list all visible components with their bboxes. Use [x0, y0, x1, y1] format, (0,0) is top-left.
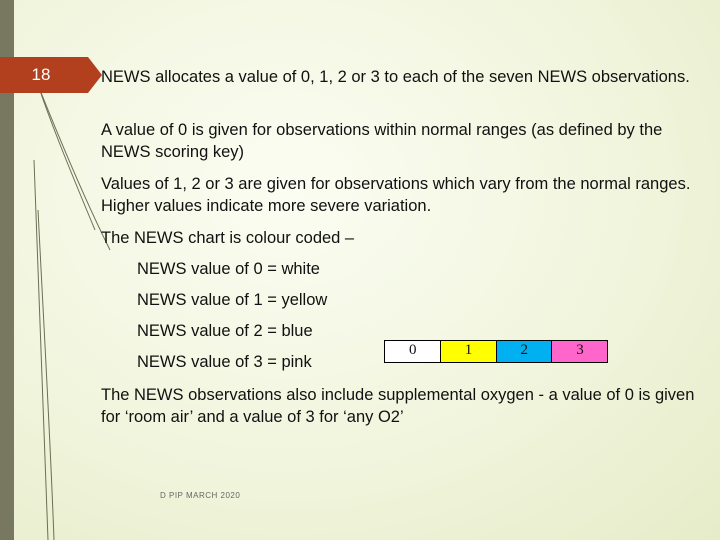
footer-text: D PIP MARCH 2020 [160, 491, 241, 500]
colour-scale [384, 340, 608, 363]
scale-cell-0: 0 [385, 341, 441, 362]
scale-cell-2: 2 [497, 341, 553, 362]
slide-number: 18 [0, 57, 88, 93]
paragraph-values-nonzero: Values of 1, 2 or 3 are given for observations which vary from the normal ranges. Higher values indicate more severe variation. [101, 175, 691, 215]
scale-cell-3: 3 [552, 341, 607, 362]
scale-cell-1: 1 [441, 341, 497, 362]
paragraph-value-zero: A value of 0 is given for observations within normal ranges (as defined by the NEWS scoring key) [101, 121, 663, 161]
list-item-value-0: NEWS value of 0 = white [137, 260, 320, 278]
paragraph-news-allocation: NEWS allocates a value of 0, 1, 2 or 3 to each of the seven NEWS observations. [101, 68, 690, 86]
list-item-value-2: NEWS value of 2 = blue [137, 322, 313, 340]
paragraph-colour-coded: The NEWS chart is colour coded – [101, 229, 355, 247]
paragraph-supplemental-oxygen: The NEWS observations also include supplemental oxygen - a value of 0 is given for ‘room air’ and a value of 3 for ‘any O2’ [101, 386, 695, 426]
list-item-value-1: NEWS value of 1 = yellow [137, 291, 328, 309]
list-item-value-3: NEWS value of 3 = pink [137, 353, 312, 371]
